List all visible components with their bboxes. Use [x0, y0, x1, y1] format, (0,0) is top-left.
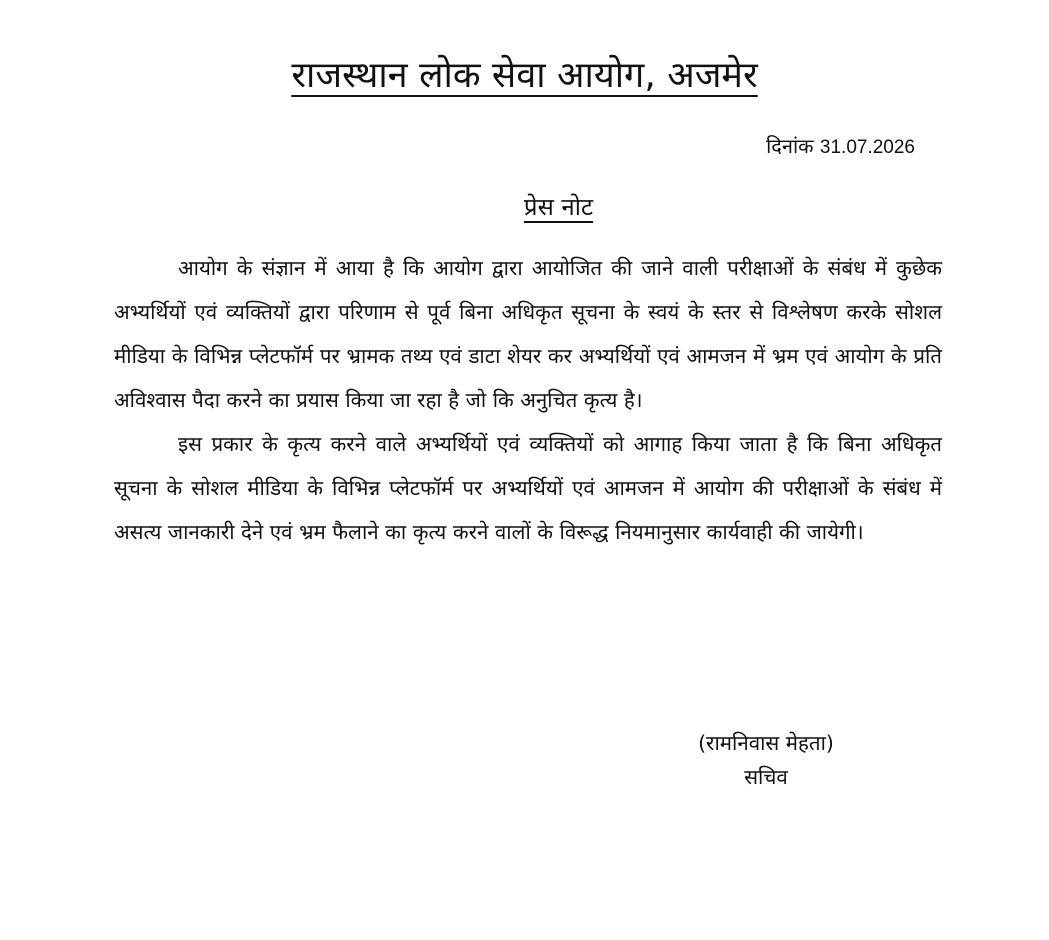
press-note-heading [0, 190, 1049, 224]
date-label: दिनांक [766, 134, 814, 158]
date-line [766, 132, 915, 162]
press-note-heading-text: प्रेस नोट [523, 193, 594, 221]
body-paragraph-2: इस प्रकार के कृत्य करने वाले अभ्यर्थियों एवं व्यक्तियों को आगाह किया जाता है कि बिना अधिकृत सूचना के सोशल मीडिया के विभिन्न प्लेटफॉर्म पर अभ्यर्थियों एवं आमजन में आयोग की परीक्षाओं के संबंध में असत्य जानकारी देने एवं भ्रम फैलाने का कृत्य करने वालों के विरूद्ध नियमानुसार कार्यवाही की जायेगी। [114, 432, 942, 544]
signatory-name: (रामनिवास मेहता) [698, 731, 834, 755]
press-note-body [114, 246, 942, 554]
body-paragraph-1: आयोग के संज्ञान में आया है कि आयोग द्वारा आयोजित की जाने वाली परीक्षाओं के संबंध में कुछेक अभ्यर्थियों एवं व्यक्तियों द्वारा परिणाम से पूर्व बिना अधिकृत सूचना के स्वयं के स्तर से विश्लेषण करके सोशल मीडिया के विभिन्न प्लेटफॉर्म पर भ्रामक तथ्य एवं डाटा शेयर कर अभ्यर्थियों एवं आमजन में भ्रम एवं आयोग के प्रति अविश्वास पैदा करने का प्रयास किया जा रहा है जो कि अनुचित कृत्य है। [114, 256, 942, 412]
signatory-designation: सचिव [744, 765, 788, 789]
date-value: 31.07.2026 [819, 137, 915, 158]
organization-title-text: राजस्थान लोक सेवा आयोग, अजमेर [291, 55, 758, 96]
organization-title [0, 52, 1049, 100]
signature-block [640, 726, 892, 794]
